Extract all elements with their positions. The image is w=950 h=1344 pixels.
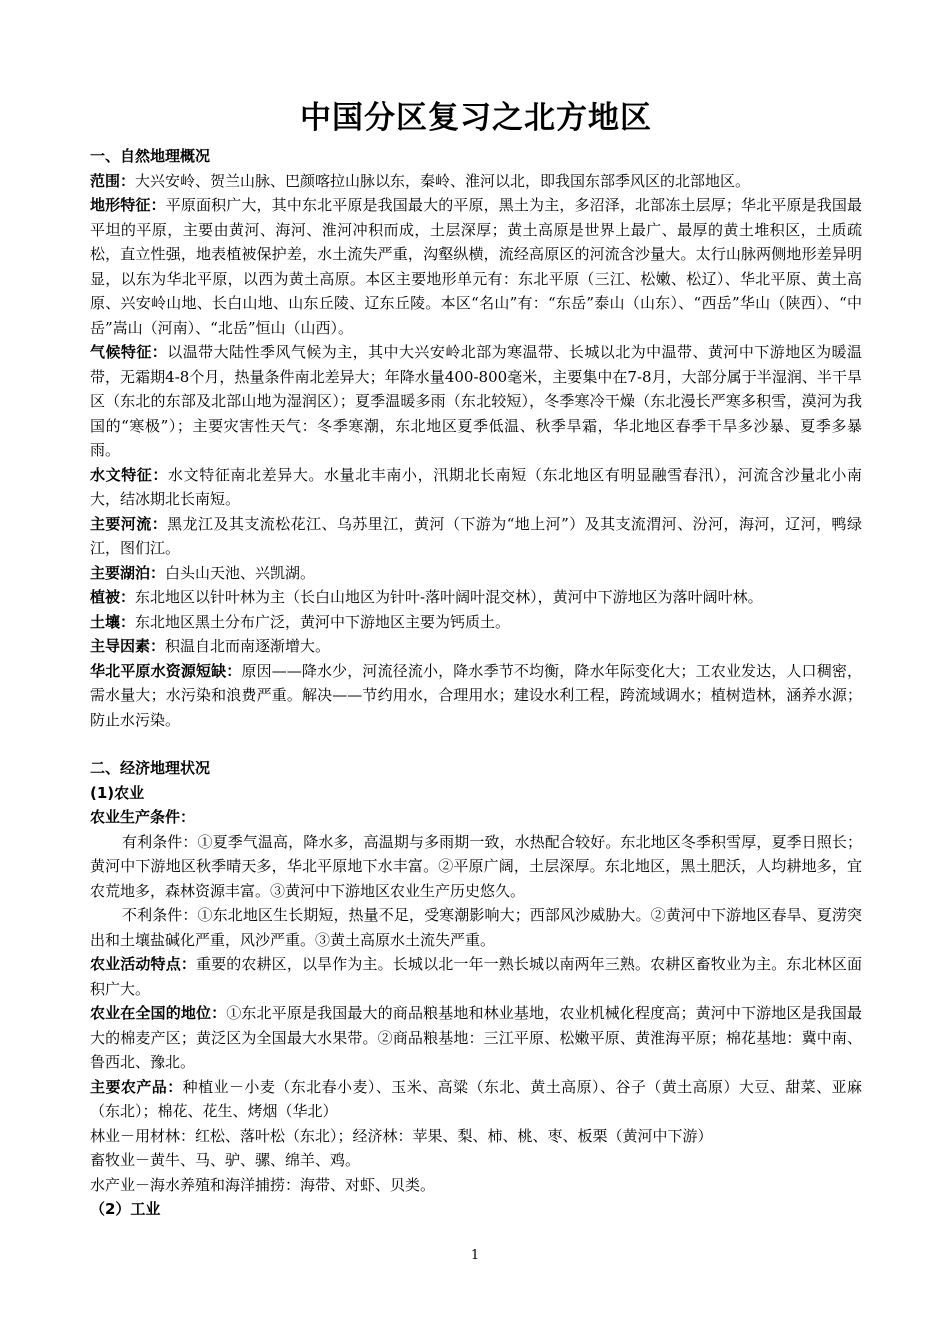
paragraph-soil [90, 610, 862, 635]
paragraph-label: 主要农产品： [90, 1077, 183, 1096]
favorable-conditions: 有利条件：①夏季气温高，降水多，高温期与多雨期一致，水热配合较好。东北地区冬季积雪厚，夏季日照长；黄河中下游地区秋季晴天多，华北平原地下水丰富。②平原广阔，土层深厚。东北地区，黑土肥沃，人均耕地多，宜农荒地多，森林资源丰富。③黄河中下游地区农业生产历史悠久。 [90, 832, 862, 900]
section-heading: 一、自然地理概况 [90, 147, 211, 165]
paragraph-label: 气候特征： [90, 343, 168, 361]
paragraph-text: 白头山天池、兴凯湖。 [165, 563, 316, 582]
spacer [90, 732, 862, 756]
page-number: 1 [470, 1248, 480, 1263]
paragraph-text: 东北地区黑土分布广泛，黄河中下游地区主要为钙质土。 [135, 612, 511, 631]
paragraph-hydrology [90, 463, 862, 512]
paragraph-agri-features [90, 952, 862, 1001]
paragraph-text: 以温带大陆性季风气候为主，其中大兴安岭北部为寒温带、长城以北为中温带、黄河中下游地区为暖温带，无霜期4-8个月，热量条件南北差异大；年降水量400-800毫米，主要集中在7-8月，大部分属于半湿润、半干旱区（东北的东部及北部山地为湿润区）；夏季温暖多雨（东北较短），冬季寒冷干燥（东北漫长严寒多积雪，漠河为我国的“寒极”）；主要灾害性天气：冬季寒潮，东北地区夏季低温、秋季旱霜，华北地区春季干旱多沙暴、夏季多暴雨。 [90, 343, 862, 459]
paragraph-label: 土壤： [90, 612, 136, 631]
paragraph-range [90, 169, 862, 194]
paragraph-agri-products [90, 1075, 862, 1124]
page-title: 中国分区复习之北方地区 [300, 100, 652, 136]
paragraph-terrain [90, 193, 862, 340]
paragraph-text: 东北地区以针叶林为主（长白山地区为针叶-落叶阔叶混交林），黄河中下游地区为落叶阔叶林。 [135, 588, 763, 606]
unfavorable-conditions: 不利条件：①东北地区生长期短，热量不足，受寒潮影响大；西部风沙威胁大。②黄河中下游地区春旱、夏涝突出和土壤盐碱化严重，风沙严重。③黄土高原水土流失严重。 [90, 906, 862, 949]
plain-line-fishery: 水产业－海水养殖和海洋捕捞：海带、对虾、贝类。 [90, 1175, 436, 1194]
paragraph-climate [90, 340, 862, 463]
paragraph-label: 水文特征： [90, 465, 169, 484]
paragraph-agri-status [90, 1001, 862, 1075]
document-page [90, 96, 862, 1222]
plain-line-forestry: 林业－用材林：红松、落叶松（东北）；经济林：苹果、梨、柿、桃、枣、板栗（黄河中下游） [90, 1126, 713, 1145]
paragraph-water-shortage [90, 659, 862, 733]
paragraph-text: 积温自北而南逐渐增大。 [165, 637, 331, 655]
paragraph-label: 范围： [90, 171, 136, 190]
subsection-heading: (1)农业 [90, 783, 145, 802]
paragraph-label: 植被： [90, 588, 136, 606]
paragraph-label: 主导因素： [90, 637, 166, 655]
conditions-heading: 农业生产条件： [90, 808, 196, 826]
paragraph-label: 地形特征： [90, 196, 166, 214]
paragraph-text: 重要的农耕区，以旱作为主。长城以北一年一熟长城以南两年三熟。农耕区畜牧业为主。东北林区面积广大。 [90, 955, 862, 998]
paragraph-text: ①东北平原是我国最大的商品粮基地和林业基地，农业机械化程度高；黄河中下游地区是我国最大的棉麦产区；黄泛区为全国最大水果带。②商品粮基地：三江平原、松嫩平原、黄淮海平原；棉花基地：冀中南、鲁西北、豫北。 [90, 1004, 862, 1071]
paragraph-label: 农业活动特点： [90, 955, 196, 973]
paragraph-label: 主要河流： [90, 514, 168, 533]
plain-line-livestock: 畜牧业－黄牛、马、驴、骡、绵羊、鸡。 [90, 1151, 361, 1169]
paragraph-text: 大兴安岭、贺兰山脉、巴颜喀拉山脉以东，秦岭、淮河以北，即我国东部季风区的北部地区。 [135, 171, 751, 190]
paragraph-text: 水文特征南北差异大。水量北丰南小，汛期北长南短（东北地区有明显融雪春汛），河流含沙量北小南大，结冰期北长南短。 [90, 465, 862, 508]
paragraph-text: 种植业－小麦（东北春小麦）、玉米、高粱（东北、黄土高原）、谷子（黄土高原）大豆、甜菜、亚麻（东北）；棉花、花生、烤烟（华北） [90, 1077, 862, 1120]
paragraph-label: 农业在全国的地位： [90, 1004, 227, 1022]
paragraph-label: 华北平原水资源短缺： [90, 661, 242, 680]
paragraph-label: 主要湖泊： [90, 563, 166, 582]
paragraph-vegetation [90, 585, 862, 610]
paragraph-rivers [90, 512, 862, 561]
paragraph-text: 黑龙江及其支流松花江、乌苏里江，黄河（下游为“地上河”）及其支流渭河、汾河，海河，辽河，鸭绿江，图们江。 [90, 514, 862, 557]
paragraph-text: 平原面积广大，其中东北平原是我国最大的平原，黑土为主，多沼泽，北部冻土层厚；华北平原是我国最平坦的平原，主要由黄河、海河、淮河冲积而成，土层深厚；黄土高原是世界上最广、最厚的黄土堆积区，土质疏松，直立性强，地表植被保护差，水土流失严重，沟壑纵横，流经高原区的河流含沙量大。太行山脉两侧地形差异明显，以东为华北平原，以西为黄土高原。本区主要地形单元有：东北平原（三江、松嫩、松辽）、华北平原、黄土高原、兴安岭山地、长白山地、山东丘陵、辽东丘陵。本区“名山”有：“东岳”泰山（山东）、“西岳”华山（陕西）、“中岳”嵩山（河南）、“北岳”恒山（山西）。 [90, 196, 862, 337]
paragraph-lakes [90, 561, 862, 586]
paragraph-factor [90, 634, 862, 659]
paragraph-text: 原因——降水少，河流径流小，降水季节不均衡，降水年际变化大；工农业发达，人口稠密，需水量大；水污染和浪费严重。解决——节约用水，合理用水；建设水利工程，跨流域调水；植树造林，涵养水源；防止水污染。 [90, 661, 862, 729]
section-heading: 二、经济地理状况 [90, 759, 211, 777]
subsection-heading: （2）工业 [90, 1200, 161, 1218]
